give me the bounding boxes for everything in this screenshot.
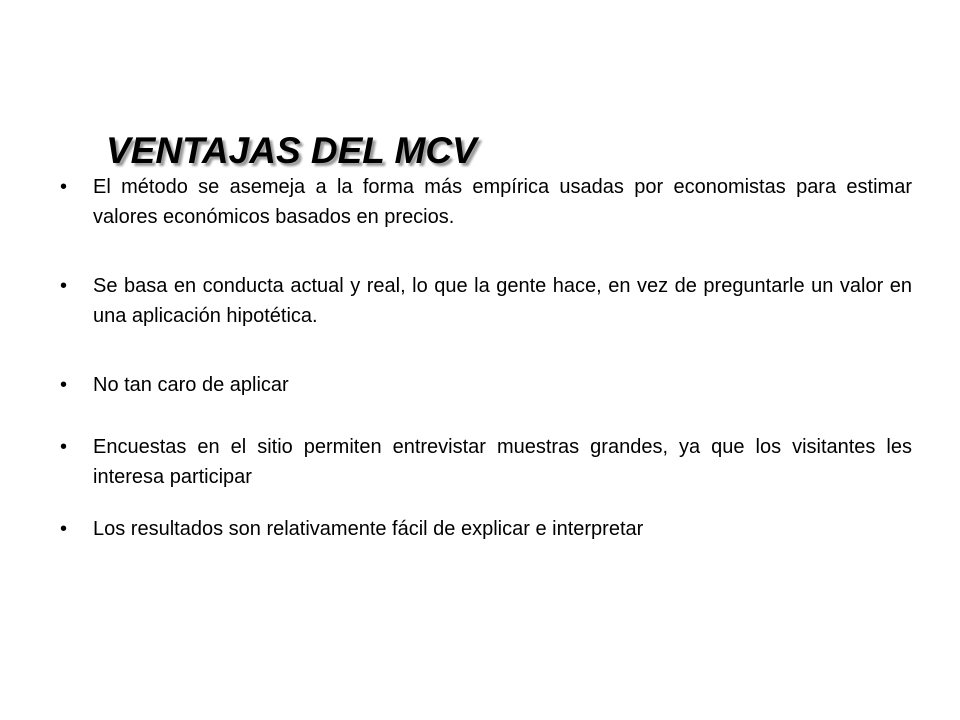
slide-title: VENTAJAS DEL MCV bbox=[106, 130, 477, 171]
bullet-icon: • bbox=[60, 275, 68, 297]
bullet-icon: • bbox=[60, 436, 68, 458]
bullet-icon: • bbox=[60, 374, 68, 396]
bullet-item bbox=[60, 370, 912, 400]
bullet-item bbox=[60, 271, 912, 331]
bullet-item bbox=[60, 514, 912, 544]
bullet-icon: • bbox=[60, 518, 68, 540]
bullet-text: No tan caro de aplicar bbox=[93, 374, 289, 396]
bullet-item bbox=[60, 432, 912, 492]
bullet-list bbox=[60, 172, 912, 544]
bullet-text: Encuestas en el sitio permiten entrevistar muestras grandes, ya que los visitantes les interesa participar bbox=[93, 436, 912, 488]
bullet-text: El método se asemeja a la forma más empírica usadas por economistas para estimar valores económicos basados en precios. bbox=[93, 176, 912, 228]
bullet-text: Se basa en conducta actual y real, lo que la gente hace, en vez de preguntarle un valor en una aplicación hipotética. bbox=[93, 275, 912, 327]
bullet-icon: • bbox=[60, 176, 68, 198]
bullet-item bbox=[60, 172, 912, 232]
bullet-text: Los resultados son relativamente fácil de explicar e interpretar bbox=[93, 518, 644, 540]
